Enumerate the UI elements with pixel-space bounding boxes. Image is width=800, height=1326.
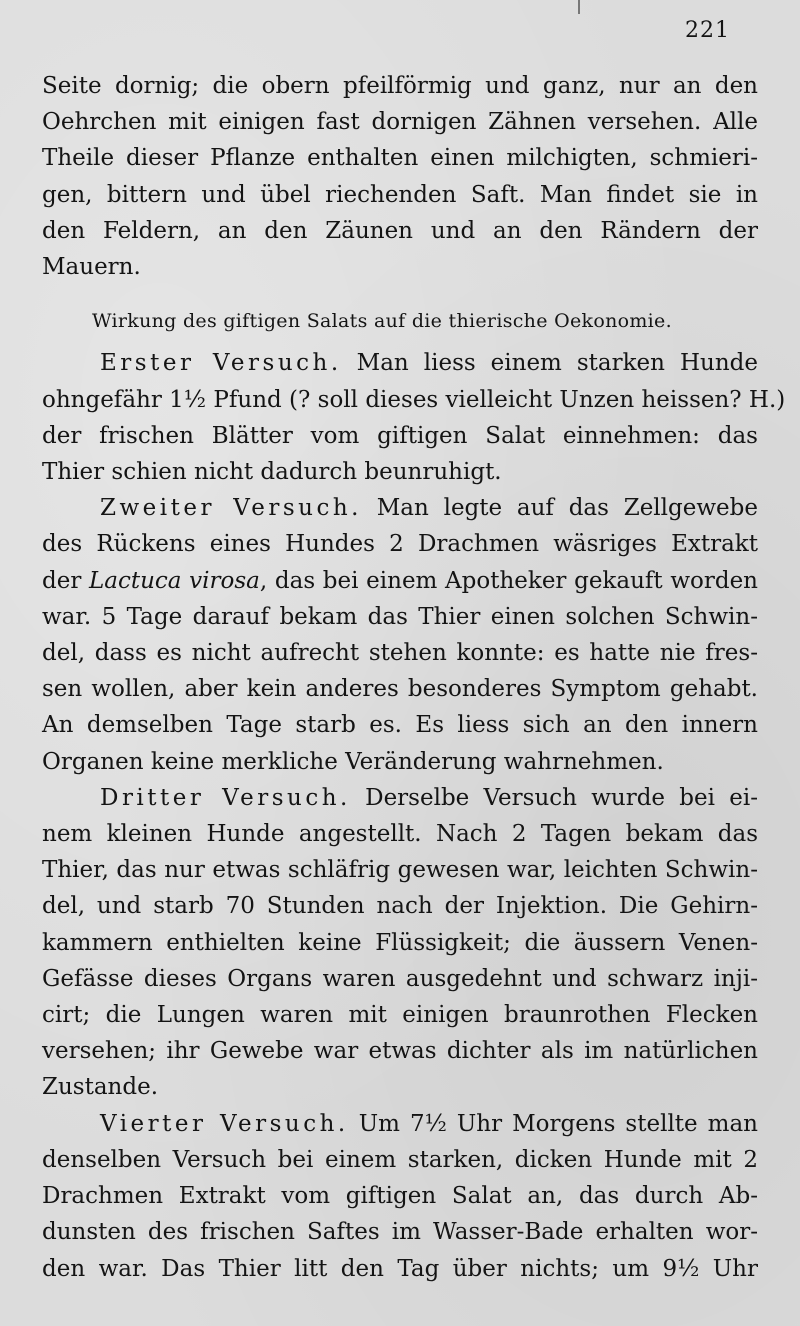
text-line: nem kleinen Hunde angestellt. Nach 2 Tagen bekam das <box>42 821 758 848</box>
text-line <box>42 345 758 381</box>
text-line: cirt; die Lungen waren mit einigen braunrothen Flecken <box>42 1002 758 1029</box>
text-run: der <box>42 567 89 594</box>
text-line: des Rückens eines Hundes 2 Drachmen wäsriges Extrakt <box>42 531 758 558</box>
experiment-title: Zweiter Versuch. <box>100 495 362 522</box>
text-run: Derselbe Versuch wurde bei ei- <box>350 784 758 811</box>
text-line: del, dass es nicht aufrecht stehen konnte: es hatte nie fres- <box>42 640 758 667</box>
text-line: Gefässe dieses Organs waren ausgedehnt und schwarz inji- <box>42 965 758 992</box>
species-name: Lactuca virosa <box>89 567 260 594</box>
text-run: Man liess einem starken Hunde <box>341 350 758 377</box>
text-line <box>42 780 758 816</box>
text-line: ohngefähr 1½ Pfund (? soll dieses vielleicht Unzen heissen? H.) <box>42 386 786 413</box>
text-line: denselben Versuch bei einem starken, dicken Hunde mit 2 <box>42 1146 758 1173</box>
experiment-title: Vierter Versuch. <box>100 1110 349 1137</box>
text-line: gen, bittern und übel riechenden Saft. Man findet sie in <box>42 181 758 208</box>
text-line: Thier schien nicht dadurch beunruhigt. <box>42 459 502 486</box>
text-line: An demselben Tage starb es. Es liess sich an den innern <box>42 712 758 739</box>
text-line: dunsten des frischen Saftes im Wasser-Bade erhalten wor- <box>42 1219 758 1246</box>
text-line: Thier, das nur etwas schläfrig gewesen war, leichten Schwin- <box>42 857 758 884</box>
text-line: Seite dornig; die obern pfeilförmig und ganz, nur an den <box>42 73 758 99</box>
text-line: den war. Das Thier litt den Tag über nichts; um 9½ Uhr <box>42 1255 758 1282</box>
text-line: Drachmen Extrakt vom giftigen Salat an, das durch Ab- <box>42 1183 758 1210</box>
text-line: Organen keine merkliche Veränderung wahrnehmen. <box>42 748 664 775</box>
text-line: sen wollen, aber kein anderes besonderes Symptom gehabt. <box>42 676 758 703</box>
text-line <box>42 563 758 599</box>
text-run: , das bei einem Apotheker gekauft worden <box>259 567 758 594</box>
text-line: der frischen Blätter vom giftigen Salat einnehmen: das <box>42 422 758 449</box>
page-edge-mark <box>578 0 580 14</box>
text-line <box>42 1106 758 1142</box>
text-line: Mauern. <box>42 254 141 281</box>
text-run: Man legte auf das Zellgewebe <box>361 495 758 522</box>
text-run: Um 7½ Uhr Morgens stellte man <box>348 1110 758 1137</box>
text-line: den Feldern, an den Zäunen und an den Rändern der <box>42 217 758 244</box>
body-text <box>42 68 786 1287</box>
text-line: Zustande. <box>42 1074 159 1101</box>
text-line: Theile dieser Pflanze enthalten einen milchigten, schmieri- <box>42 145 758 172</box>
text-line: Oehrchen mit einigen fast dornigen Zähnen versehen. Alle <box>42 109 758 136</box>
text-line: del, und starb 70 Stunden nach der Injektion. Die Gehirn- <box>42 893 758 920</box>
section-heading: Wirkung des giftigen Salats auf die thierische Oekonomie. <box>92 310 672 333</box>
page-number: 221 <box>685 18 730 43</box>
text-line <box>42 490 758 526</box>
text-line: war. 5 Tage darauf bekam das Thier einen solchen Schwin- <box>42 603 758 630</box>
text-line: kammern enthielten keine Flüssigkeit; die äussern Venen- <box>42 929 758 956</box>
experiment-title: Erster Versuch. <box>100 350 342 377</box>
text-line: versehen; ihr Gewebe war etwas dichter als im natürlichen <box>42 1038 758 1065</box>
experiment-title: Dritter Versuch. <box>100 784 351 811</box>
